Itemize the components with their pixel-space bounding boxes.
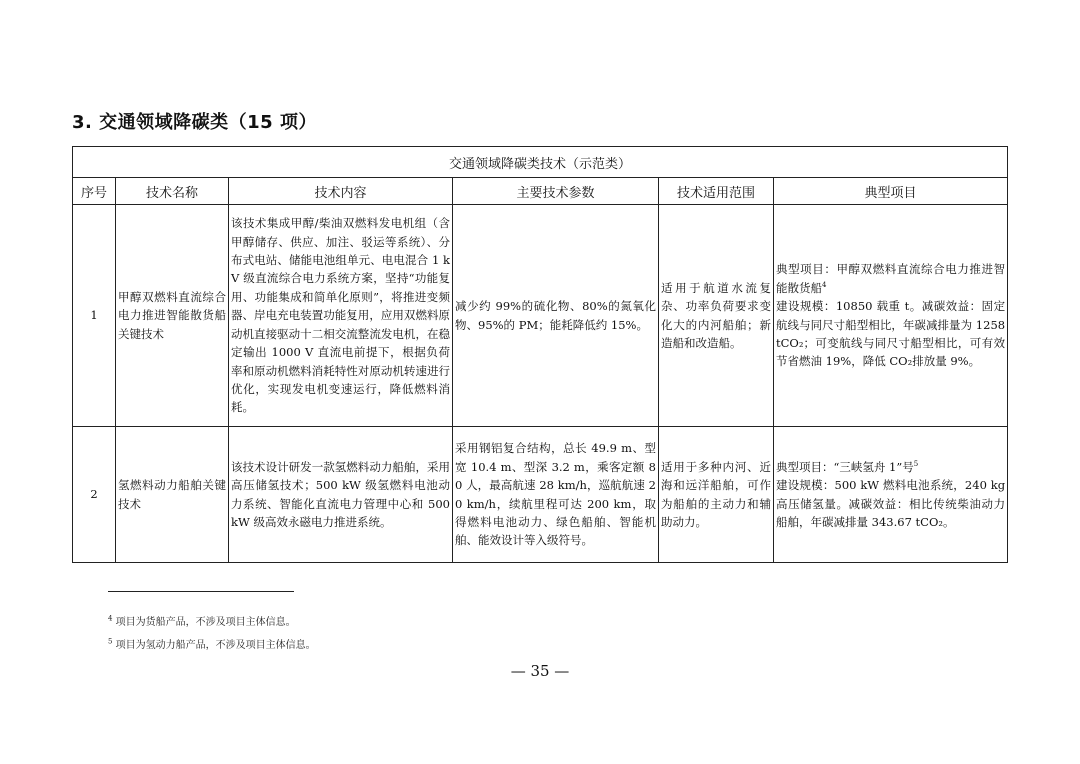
project-title: 典型项目：“三峡氢舟 1”号 bbox=[776, 459, 914, 474]
row-tech-content: 该技术集成甲醇/柴油双燃料发电机组（含甲醇储存、供应、加注、驳运等系统）、分布式电站、储能电池组单元、电电混合 1 kV 级直流综合电力系统方案，坚持“功能复用、功能集成和简单化原则”，将推进变频器、岸电充电装置功能复用，应用双燃料原动机直接驱动十二相交流整流发电机，在稳定输出 1000 V 直流电前提下，根据负荷率和原动机燃料消耗特性对原动机转速进行优化，实现发电机变速运行，降低燃料消耗。 bbox=[229, 205, 453, 427]
table-caption: 交通领域降碳类技术（示范类） bbox=[73, 147, 1008, 178]
row-params: 减少约 99%的硫化物、80%的氮氧化物、95%的 PM；能耗降低约 15%。 bbox=[453, 205, 659, 427]
footnote-ref: 5 bbox=[913, 459, 919, 468]
row-scope: 适用于多种内河、近海和远洋船舶，可作为船舶的主动力和辅助动力。 bbox=[659, 427, 774, 563]
header-name: 技术名称 bbox=[116, 178, 229, 205]
tech-table bbox=[72, 146, 1008, 563]
table-row bbox=[73, 205, 1008, 427]
header-params: 主要技术参数 bbox=[453, 178, 659, 205]
header-content: 技术内容 bbox=[229, 178, 453, 205]
footnote-mark: 4 bbox=[108, 614, 113, 623]
footnote-divider bbox=[108, 591, 294, 592]
row-project bbox=[774, 427, 1008, 563]
section-title: 3. 交通领域降碳类（15 项） bbox=[72, 112, 317, 133]
footnote bbox=[108, 613, 296, 628]
row-no: 1 bbox=[73, 205, 116, 427]
row-tech-name: 甲醇双燃料直流综合电力推进智能散货船关键技术 bbox=[116, 205, 229, 427]
header-scope: 技术适用范围 bbox=[659, 178, 774, 205]
footnote-text: 项目为氢动力船产品，不涉及项目主体信息。 bbox=[115, 640, 316, 651]
footnote-mark: 5 bbox=[108, 637, 113, 646]
footnote bbox=[108, 636, 316, 651]
footnote-ref: 4 bbox=[822, 280, 827, 289]
row-no: 2 bbox=[73, 427, 116, 563]
header-project: 典型项目 bbox=[774, 178, 1008, 205]
footnote-text: 项目为货船产品，不涉及项目主体信息。 bbox=[115, 617, 296, 628]
row-tech-content: 该技术设计研发一款氢燃料动力船舶，采用高压储氢技术；500 kW 级氢燃料电池动力系统、智能化直流电力管理中心和 500 kW 级高效永磁电力推进系统。 bbox=[229, 427, 453, 563]
project-details: 建设规模：500 kW 燃料电池系统，240 kg 高压储氢量。减碳效益：相比传统柴油动力船舶，年碳减排量 343.67 tCO₂。 bbox=[776, 478, 1006, 529]
project-title: 典型项目：甲醇双燃料直流综合电力推进智能散货船 bbox=[776, 262, 1006, 295]
table-row bbox=[73, 427, 1008, 563]
row-tech-name: 氢燃料动力船舶关键技术 bbox=[116, 427, 229, 563]
row-params: 采用钢铝复合结构，总长 49.9 m、型宽 10.4 m、型深 3.2 m，乘客定额 80 人，最高航速 28 km/h，巡航航速 20 km/h，续航里程可达 200 km，取得燃料电池动力、绿色船舶、智能机舶、能效设计等入级符号。 bbox=[453, 427, 659, 563]
row-project bbox=[774, 205, 1008, 427]
header-no: 序号 bbox=[73, 178, 116, 205]
page-number: — 35 — bbox=[510, 662, 570, 680]
row-scope: 适用于航道水流复杂、功率负荷要求变化大的内河船舶；新造船和改造船。 bbox=[659, 205, 774, 427]
project-details: 建设规模：10850 载重 t。减碳效益：固定航线与同尺寸船型相比，年碳减排量为 1258 tCO₂；可变航线与同尺寸船型相比，可有效节省燃油 19%，降低 CO₂排放量 9%。 bbox=[776, 299, 1006, 369]
